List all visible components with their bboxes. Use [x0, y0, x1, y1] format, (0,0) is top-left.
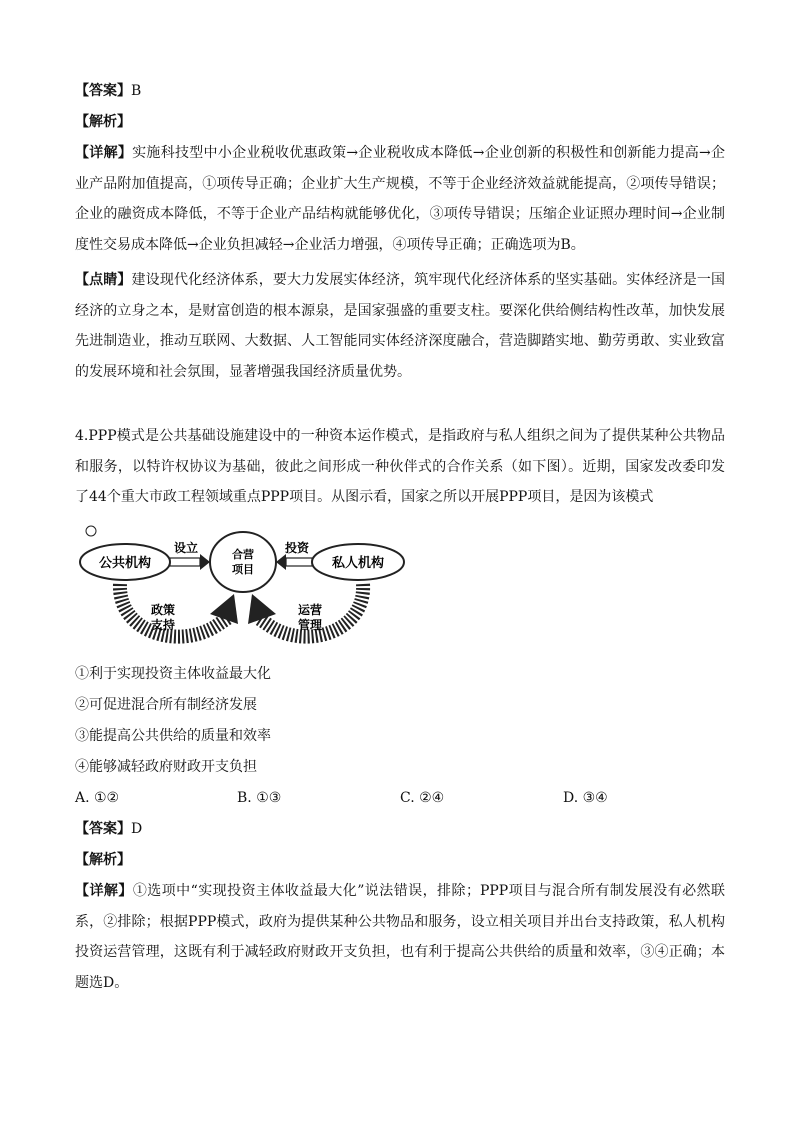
- answer-tag: 【答案】: [75, 83, 131, 99]
- choice-a[interactable]: A. ①②: [75, 790, 120, 806]
- q4-answer: [75, 814, 725, 845]
- answer-tag: 【答案】: [75, 821, 131, 837]
- q4-analysis-heading: [75, 845, 725, 876]
- q4-stem: [75, 421, 725, 513]
- choice-d[interactable]: D. ③④: [563, 790, 608, 806]
- private-body-label: 私人机构: [331, 556, 385, 571]
- establish-arrow-head: [200, 554, 210, 570]
- q3-answer: [75, 76, 725, 107]
- statement-1: ①利于实现投资主体收益最大化: [75, 666, 271, 682]
- establish-arrow-shaft: [170, 558, 200, 566]
- establish-label: 设立: [173, 541, 199, 555]
- joint-project-label-1: 合营: [232, 548, 254, 561]
- question-stem: 4.PPP模式是公共基础设施建设中的一种资本运作模式，是指政府与私人组织之间为了提供某种公共物品和服务，以特许权协议为基础，彼此之间形成一种伙伴式的合作关系（如下图）。近期，国家发改委印发了44个重大市政工程领域重点PPP项目。从图示看，国家之所以开展PPP项目，是因为该模式: [75, 428, 725, 505]
- policy-support-label-2: 支持: [150, 618, 176, 632]
- statement-3: ③能提高公共供给的质量和效率: [75, 728, 271, 744]
- policy-support-arrowhead: [210, 594, 238, 624]
- invest-arrow-shaft: [286, 558, 312, 566]
- joint-project-label-2: 项目: [232, 563, 254, 576]
- public-body-label: 公共机构: [98, 556, 152, 571]
- ppp-diagram: [78, 522, 408, 652]
- detail-tag: 【详解】: [75, 883, 133, 899]
- invest-arrow-head: [276, 554, 286, 570]
- answer-value: B: [131, 83, 142, 99]
- detail-tag: 【详解】: [75, 145, 133, 161]
- operation-management-arrowhead: [248, 594, 276, 624]
- choice-b[interactable]: B. ①③: [237, 790, 282, 806]
- operation-management-label-2: 管理: [297, 618, 323, 632]
- joint-project-ellipse: [210, 532, 276, 592]
- detail-text: 实施科技型中小企业税收优惠政策→企业税收成本降低→企业创新的积极性和创新能力提高→企业产品附加值提高，①项传导正确；企业扩大生产规模，不等于企业经济效益就能提高，②项传导错误；企业的融资成本降低，不等于企业产品结构就能够优化，③项传导错误；压缩企业证照办理时间→企业制度性交易成本降低→企业负担减轻→企业活力增强，④项传导正确；正确选项为B。: [75, 145, 725, 253]
- analysis-tag: 【解析】: [75, 852, 131, 868]
- detail-text: ①选项中“实现投资主体收益最大化”说法错误，排除；PPP项目与混合所有制发展没有必然联系，②排除；根据PPP模式，政府为提供某种公共物品和服务，设立相关项目并出台支持政策，私人机构投资运营管理，这既有利于减轻政府财政开支负担，也有利于提高公共供给的质量和效率，③④正确；本题选D。: [75, 883, 725, 991]
- operation-management-label-1: 运营: [297, 603, 323, 617]
- q3-analysis-heading: [75, 107, 725, 138]
- q4-detail: [75, 876, 725, 998]
- analysis-tag: 【解析】: [75, 114, 131, 130]
- answer-value: D: [131, 821, 143, 837]
- policy-support-label-1: 政策: [150, 603, 176, 617]
- comment-text: 建设现代化经济体系，要大力发展实体经济，筑牢现代化经济体系的坚实基础。实体经济是一国经济的立身之本，是财富创造的根本源泉，是国家强盛的重要支柱。要深化供给侧结构性改革，加快发展先进制造业，推动互联网、大数据、人工智能同实体经济深度融合，营造脚踏实地、勤劳勇敢、实业致富的发展环境和社会氛围，显著增强我国经济质量优势。: [75, 272, 726, 380]
- statement-4: ④能够减轻政府财政开支负担: [75, 759, 257, 775]
- statement-2: ②可促进混合所有制经济发展: [75, 697, 257, 713]
- marker-circle: [86, 526, 96, 536]
- choice-c[interactable]: C. ②④: [400, 790, 445, 806]
- q3-detail: [75, 138, 725, 260]
- invest-label: 投资: [284, 541, 310, 555]
- comment-tag: 【点睛】: [75, 272, 132, 288]
- q3-comment: [75, 265, 725, 387]
